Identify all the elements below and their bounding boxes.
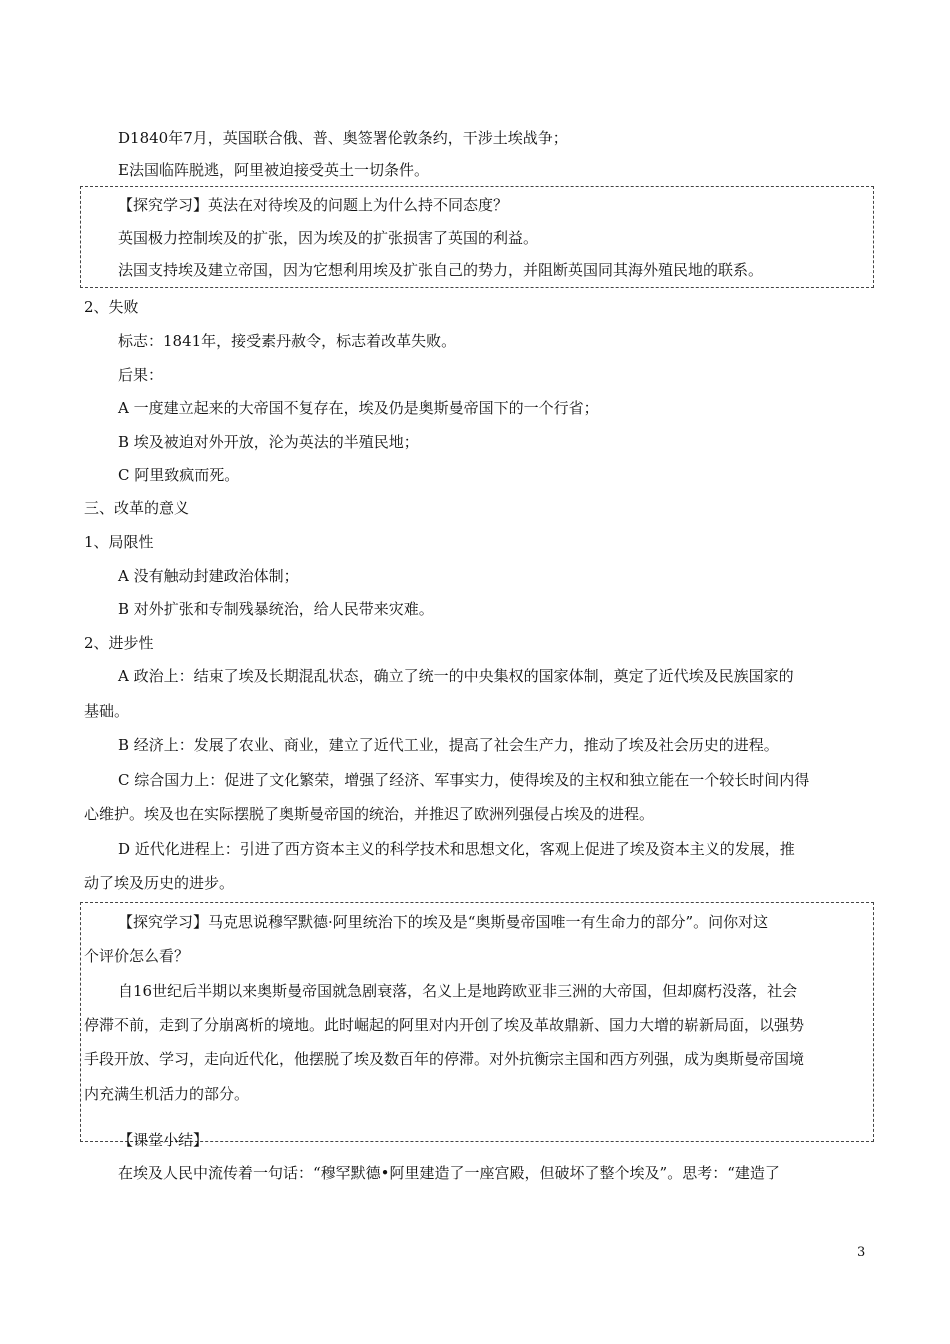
- inquiry-1-title: 【探究学习】英法在对待埃及的问题上为什么持不同态度？: [118, 196, 509, 214]
- paragraph-d: D1840年7月，英国联合俄、普、奥签署伦敦条约，干涉土埃战争；: [118, 129, 568, 147]
- progress-d-line-2: 动了埃及历史的进步。: [84, 874, 235, 892]
- inquiry-1-line-1: 英国极力控制埃及的扩张，因为埃及的扩张损害了英国的利益。: [118, 229, 539, 247]
- inquiry-2-question-2: 个评价怎么看？: [84, 947, 190, 965]
- paragraph-e: E法国临阵脱逃，阿里被迫接受英土一切条件。: [118, 161, 429, 179]
- progress-c-line-2: 心维护。埃及也在实际摆脱了奥斯曼帝国的统治，并推迟了欧洲列强侵占埃及的进程。: [84, 805, 655, 823]
- failure-result-b: B 埃及被迫对外开放，沦为英法的半殖民地；: [118, 433, 419, 451]
- page-number: 3: [857, 1245, 866, 1260]
- progress-c-line-1: C 综合国力上：促进了文化繁荣，增强了经济、军事实力，使得埃及的主权和独立能在一个较长时间内得: [118, 771, 810, 789]
- failure-result-c: C 阿里致疯而死。: [118, 466, 240, 484]
- inquiry-2-answer-2: 停滞不前，走到了分崩离析的境地。此时崛起的阿里对内开创了埃及革故鼎新、国力大增的崭新局面，以强势: [84, 1016, 805, 1034]
- heading-significance: 三、改革的意义: [84, 499, 190, 517]
- heading-failure: 2、失败: [84, 298, 139, 316]
- summary-heading: 【课堂小结】: [118, 1131, 209, 1149]
- limit-b: B 对外扩张和专制残暴统治，给人民带来灾难。: [118, 600, 434, 618]
- progress-d-line-1: D 近代化进程上：引进了西方资本主义的科学技术和思想文化，客观上促进了埃及资本主义的发展，推: [118, 840, 795, 858]
- inquiry-1-line-2: 法国支持埃及建立帝国，因为它想利用埃及扩张自己的势力，并阻断英国同其海外殖民地的联系。: [118, 261, 764, 279]
- failure-result-label: 后果：: [118, 366, 164, 384]
- heading-progress: 2、进步性: [84, 634, 154, 652]
- failure-result-a: A 一度建立起来的大帝国不复存在，埃及仍是奥斯曼帝国下的一个行省；: [118, 399, 599, 417]
- progress-a-line-1: A 政治上：结束了埃及长期混乱状态，确立了统一的中央集权的国家体制，奠定了近代埃及民族国家的: [118, 667, 794, 685]
- progress-b: B 经济上：发展了农业、商业，建立了近代工业，提高了社会生产力，推动了埃及社会历史的进程。: [118, 736, 779, 754]
- failure-sign: 标志：1841年，接受素丹赦令，标志着改革失败。: [118, 332, 457, 350]
- inquiry-2-question-1: 【探究学习】马克思说穆罕默德·阿里统治下的埃及是“奥斯曼帝国唯一有生命力的部分”。问你对这: [118, 913, 769, 931]
- inquiry-2-answer-4: 内充满生机活力的部分。: [84, 1085, 250, 1103]
- limit-a: A 没有触动封建政治体制；: [118, 567, 299, 585]
- inquiry-2-answer-1: 自16世纪后半期以来奥斯曼帝国就急剧衰落，名义上是地跨欧亚非三洲的大帝国，但却腐朽没落，社会: [118, 982, 798, 1000]
- inquiry-2-answer-3: 手段开放、学习，走向近代化，他摆脱了埃及数百年的停滞。对外抗衡宗主国和西方列强，成为奥斯曼帝国境: [84, 1050, 805, 1068]
- heading-limits: 1、局限性: [84, 533, 154, 551]
- progress-a-line-2: 基础。: [84, 702, 130, 720]
- summary-line-1: 在埃及人民中流传着一句话：“穆罕默德•阿里建造了一座宫殿，但破坏了整个埃及”。思考：“建造了: [118, 1164, 780, 1182]
